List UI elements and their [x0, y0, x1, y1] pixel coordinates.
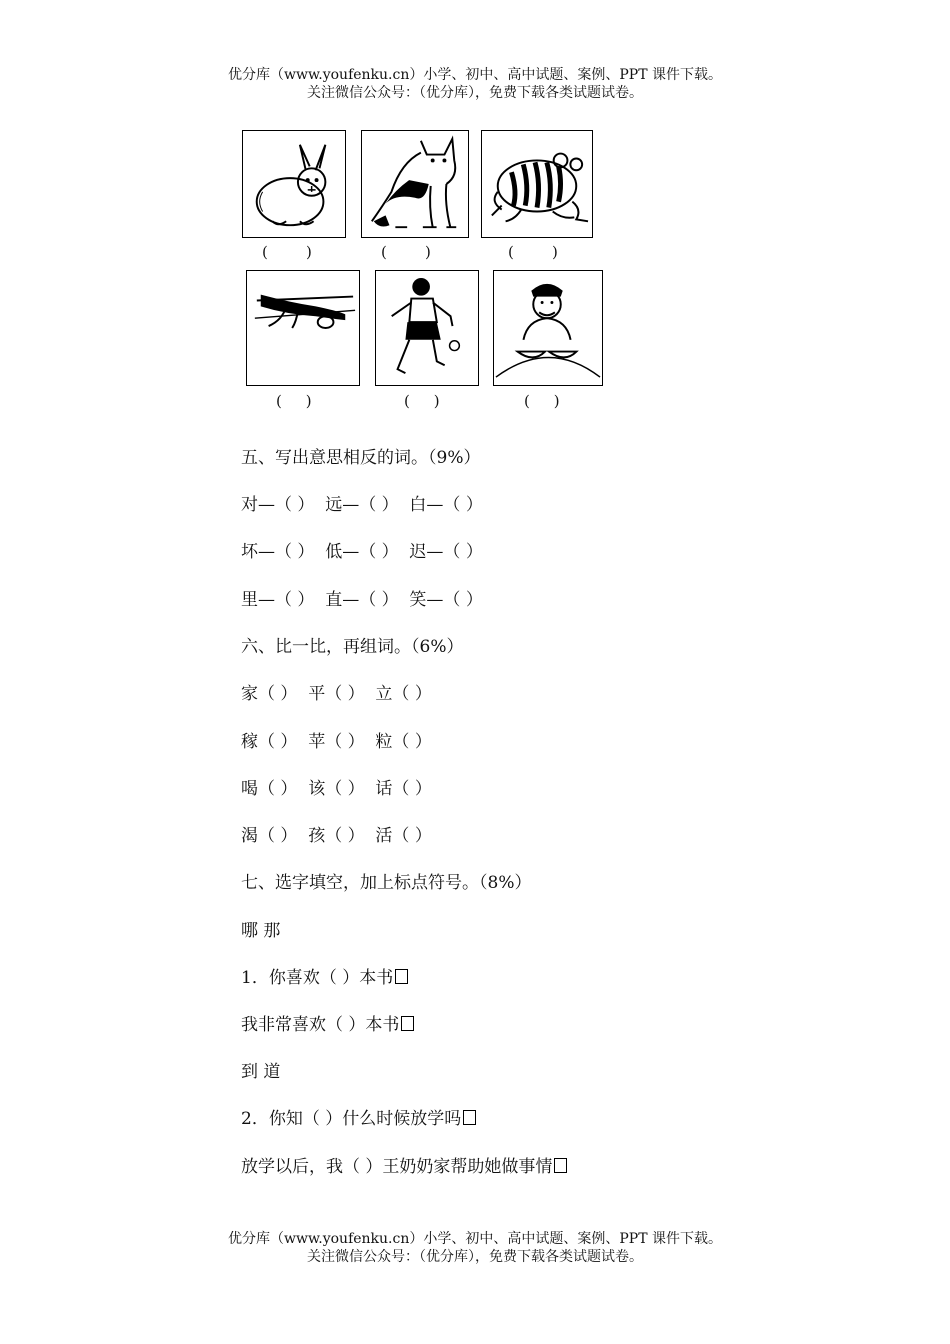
section7-choice-2: 到 道	[241, 1062, 281, 1082]
page-header	[0, 66, 950, 102]
section6-row-3: 喝（ ） 该（ ） 话（ ）	[241, 779, 432, 799]
section7-question-1a	[241, 967, 408, 989]
question-1a-text: 1．你喜欢（ ）本书	[241, 968, 394, 988]
cat-picture	[361, 130, 469, 238]
section7-choice-1: 哪 那	[241, 921, 281, 941]
boy-eating-watermelon-picture	[493, 270, 603, 386]
footer-line-2: 关注微信公众号：（优分库），免费下载各类试题试卷。	[307, 1249, 643, 1265]
section6-row-4: 渴（ ） 孩（ ） 活（ ）	[241, 826, 432, 846]
section5-title: 五、写出意思相反的词。（9%）	[241, 448, 481, 468]
punctuation-box-icon	[395, 969, 408, 984]
footer-line-1: 优分库（www.youfenku.cn）小学、初中、高中试题、案例、PPT 课件下载。	[227, 1231, 722, 1247]
question-2a-text: 2．你知（ ）什么时候放学吗	[241, 1109, 462, 1129]
high-jump-picture	[246, 270, 360, 386]
section7-title: 七、选字填空，加上标点符号。（8%）	[241, 873, 532, 893]
boy-watermelon-answer-blank: ( )	[524, 392, 560, 410]
section7-question-2b	[241, 1156, 567, 1178]
boy-ball-answer-blank: ( )	[404, 392, 440, 410]
cat-answer-blank: ( )	[381, 243, 431, 261]
section6-title: 六、比一比，再组词。（6%）	[241, 637, 464, 657]
high-jump-answer-blank: ( )	[276, 392, 312, 410]
section6-row-2: 稼（ ） 苹（ ） 粒（ ）	[241, 732, 432, 752]
punctuation-box-icon	[554, 1158, 567, 1173]
section5-row-3: 里—（ ） 直—（ ） 笑—（ ）	[241, 590, 483, 610]
header-line-1: 优分库（www.youfenku.cn）小学、初中、高中试题、案例、PPT 课件下载。	[227, 67, 722, 83]
section5-row-2: 坏—（ ） 低—（ ） 迟—（ ）	[241, 542, 483, 562]
question-2b-text: 放学以后，我（ ）王奶奶家帮助她做事情	[241, 1157, 553, 1177]
section6-row-1: 家（ ） 平（ ） 立（ ）	[241, 684, 432, 704]
punctuation-box-icon	[463, 1110, 476, 1125]
question-1b-text: 我非常喜欢（ ）本书	[241, 1015, 400, 1035]
frog-answer-blank: ( )	[508, 243, 558, 261]
header-line-2: 关注微信公众号：（优分库），免费下载各类试题试卷。	[307, 85, 643, 101]
page-footer	[0, 1230, 950, 1266]
rabbit-answer-blank: ( )	[262, 243, 312, 261]
section7-question-1b	[241, 1014, 414, 1036]
frog-picture	[481, 130, 593, 238]
rabbit-picture	[242, 130, 346, 238]
punctuation-box-icon	[401, 1016, 414, 1031]
section7-question-2a	[241, 1108, 476, 1130]
boy-bouncing-ball-picture	[375, 270, 479, 386]
section5-row-1: 对—（ ） 远—（ ） 白—（ ）	[241, 495, 483, 515]
